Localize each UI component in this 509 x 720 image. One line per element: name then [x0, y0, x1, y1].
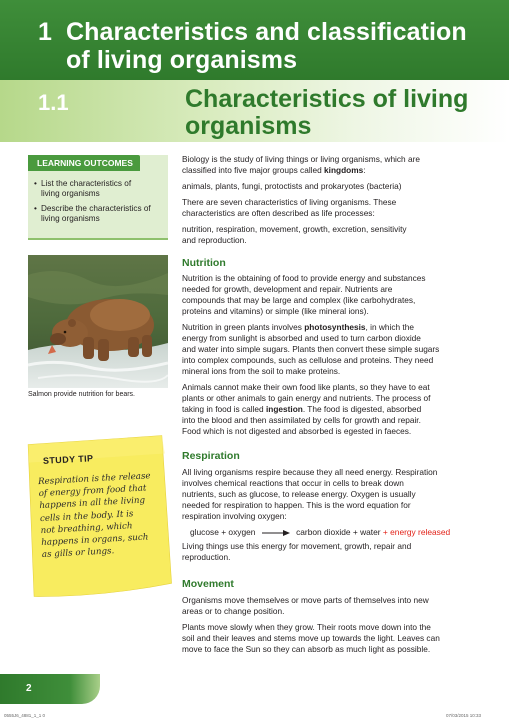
nutrition-heading: Nutrition: [182, 257, 226, 269]
bear-photo: [28, 255, 168, 388]
print-code-right: 07/03/2015 10:33: [446, 713, 482, 718]
keyword: ingestion: [265, 404, 303, 414]
bullet-icon: •: [34, 179, 37, 188]
learning-outcome-item: • Describe the characteristics of living organisms: [34, 204, 151, 223]
print-code-left: 0555J6_4881_1_1 0: [4, 713, 46, 718]
study-tip-note: [24, 433, 174, 600]
study-tip-text: Respiration is the release of energy from food that happens in all the living cells in the body. It is not breathing, which happens in organs, such as gills or lungs.: [37, 471, 151, 561]
word-equation: glucose + oxygen carbon dioxide + water + energy released: [190, 527, 451, 537]
page-number-tab: [0, 674, 100, 704]
keyword: kingdoms: [324, 165, 364, 175]
movement-heading: Movement: [182, 578, 234, 590]
arrow-right-icon: [261, 529, 291, 537]
chapter-title-line2: of living organisms: [66, 46, 298, 74]
section-title-line1: Characteristics of living: [185, 85, 469, 113]
section-title-line2: organisms: [185, 112, 312, 140]
chapter-title: [38, 18, 498, 74]
respiration-heading: Respiration: [182, 450, 240, 462]
nutrition-text: Nutrition is the obtaining of food to provide energy and substances needed for growth, development and repair. Nutrients are compounds that may be large and complex (like carbohydrates, proteins and vitamins) or simple (like mineral ions). Nutrition in green plants involves photosynthesis, in which the energy from sunlight is absorbed and used to turn carbon dioxide and water into simple sugars. Plants then convert these simple sugars into complex compounds, such as cellulose and proteins. They need mineral ions from the soil to make proteins. Animals cannot make their own food like plants, so they have to eat plants or other animals to gain energy and nutrients. The process of taking in food is called ingestion. The food is digested, absorbed into the blood and then assimilated by cells for growth and repair. Food which is not digested and absorbed is egested in faeces.: [182, 273, 440, 436]
keyword: photosynthesis: [304, 322, 366, 332]
section-title: [185, 86, 485, 140]
learning-outcome-item: • List the characteristics of living organisms: [34, 179, 132, 198]
chapter-number: 1: [38, 18, 53, 46]
learning-outcomes-title: LEARNING OUTCOMES: [28, 155, 140, 171]
bullet-icon: •: [34, 204, 37, 213]
study-tip-title: STUDY TIP: [42, 453, 94, 466]
equation-energy-term: + energy released: [382, 527, 451, 537]
page-number: 2: [26, 683, 32, 694]
movement-text: Organisms move themselves or move parts of themselves into new areas or to change position. Plants move slowly when they grow. Their roots move down into the soil and their leaves and stems move up towards the light. Leaves can move to face the Sun so they can absorb as much light as possible.: [182, 595, 440, 654]
respiration-text: All living organisms respire because they all need energy. Respiration involves chemical reactions that occur in cells to break down nutrients, such as glucose, to release energy. Oxygen is usually needed for respiration to happen. This is the word equation for respiration involving oxygen:: [182, 467, 438, 521]
photo-caption: Salmon provide nutrition for bears.: [28, 391, 135, 398]
section-number: 1.1: [38, 90, 69, 115]
intro-text: Biology is the study of living things or living organisms, which are classified into five major groups called kingdoms: animals, plants, fungi, protoctists and prokaryotes (bacteria) There are seven characteristics of living organisms. These characteristics are often described as life processes: nutrition, respiration, movement, growth, excretion, sensitivity and reproduction.: [182, 154, 420, 245]
chapter-title-line1: Characteristics and classification: [66, 18, 467, 46]
respiration-text-2: Living things use this energy for movement, growth, repair and reproduction.: [182, 541, 412, 562]
